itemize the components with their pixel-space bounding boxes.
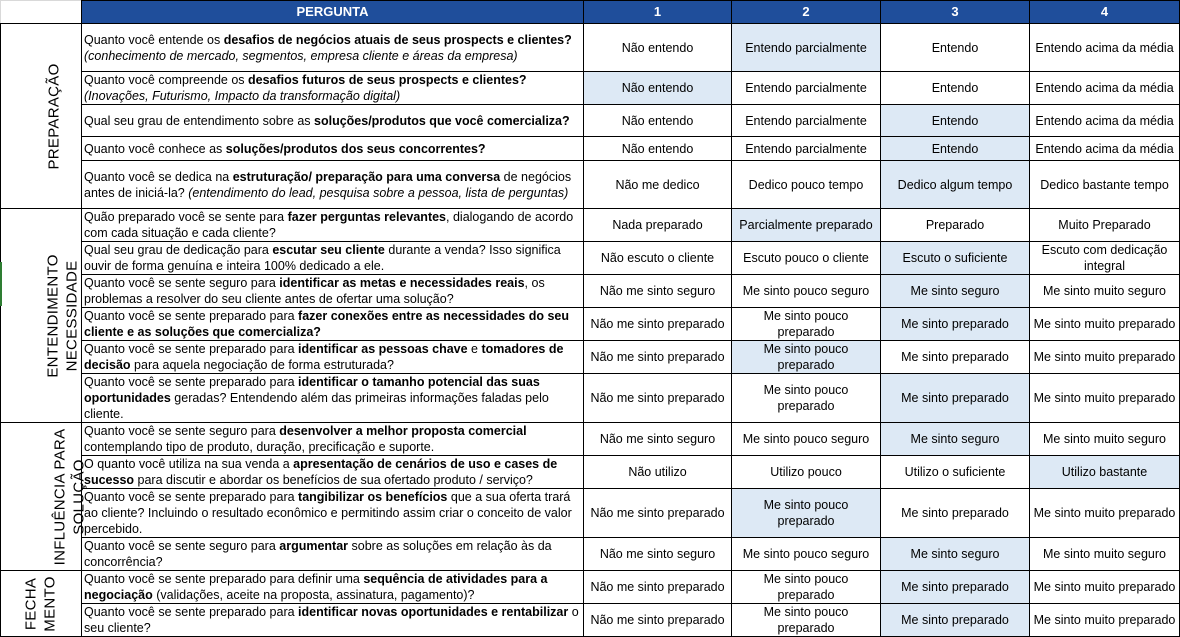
question-text: Quanto você conhece as — [84, 141, 226, 156]
header-pergunta: PERGUNTA — [82, 1, 584, 24]
question-text: para discutir e abordar os benefícios de sua ofertado produto / serviço? — [134, 473, 533, 487]
option-cell-2[interactable]: Me sinto pouco preparado — [732, 374, 881, 423]
option-cell-4[interactable]: Me sinto muito seguro — [1030, 423, 1180, 456]
question-cell — [82, 489, 584, 538]
table-row — [1, 423, 1180, 456]
question-text: Quanto você se dedica na — [84, 169, 233, 184]
option-cell-3[interactable]: Me sinto preparado — [881, 308, 1030, 341]
question-text: Quanto você se sente seguro para — [84, 539, 280, 553]
table-row — [1, 538, 1180, 571]
section-preparacao — [1, 24, 82, 209]
option-cell-3[interactable]: Escuto o suficiente — [881, 242, 1030, 275]
question-text: Quanto você se sente preparado para — [84, 605, 299, 619]
question-text: apresentação de cenários de uso e cases de sucesso — [84, 457, 558, 487]
question-text: Quanto você se sente seguro para — [84, 276, 280, 290]
question-text: Quanto você compreende os — [84, 73, 248, 87]
question-text: e — [467, 342, 482, 356]
option-cell-4[interactable]: Entendo acima da média — [1030, 72, 1180, 105]
table-row — [1, 242, 1180, 275]
option-cell-4[interactable]: Me sinto muito preparado — [1030, 374, 1180, 423]
question-text: Quanto você se sente preparado para — [84, 342, 299, 356]
question-text: estruturação/ preparação para uma conversa — [232, 169, 501, 184]
option-cell-2[interactable]: Parcialmente preparado — [732, 209, 881, 242]
question-text: de negócios antes de iniciá-la? — [84, 169, 572, 200]
option-cell-3[interactable]: Me sinto seguro — [881, 538, 1030, 571]
question-text: identificar as pessoas chave — [298, 342, 468, 356]
question-cell — [82, 209, 584, 242]
question-cell — [82, 242, 584, 275]
option-cell-1[interactable]: Não me sinto preparado — [584, 604, 732, 637]
option-cell-2[interactable]: Me sinto pouco preparado — [732, 489, 881, 538]
table-row — [1, 24, 1180, 72]
question-text: durante a venda? Isso significa ouvir de forma genuína e inteira 100% dedicado a ele. — [84, 243, 561, 273]
header-col-3: 3 — [881, 1, 1030, 24]
option-cell-2[interactable]: Dedico pouco tempo — [732, 161, 881, 209]
option-cell-1[interactable]: Não me sinto seguro — [584, 275, 732, 308]
table-row — [1, 72, 1180, 105]
option-cell-3[interactable]: Me sinto seguro — [881, 423, 1030, 456]
option-cell-2[interactable]: Entendo parcialmente — [732, 105, 881, 137]
option-cell-3[interactable]: Entendo — [881, 24, 1030, 72]
option-cell-1[interactable]: Não me sinto preparado — [584, 571, 732, 604]
option-cell-4[interactable]: Entendo acima da média — [1030, 24, 1180, 72]
option-cell-2[interactable]: Entendo parcialmente — [732, 137, 881, 161]
section-label — [50, 428, 88, 565]
question-text: Quanto você se sente preparado para — [84, 375, 299, 389]
section-label-line: ENTENDIMENTO — [44, 253, 62, 378]
option-cell-2[interactable]: Entendo parcialmente — [732, 24, 881, 72]
question-text: identificar novas oportunidades e rentabilizar — [298, 605, 569, 619]
option-cell-3[interactable]: Preparado — [881, 209, 1030, 242]
option-cell-3[interactable]: Me sinto seguro — [881, 275, 1030, 308]
question-cell — [82, 374, 584, 423]
cell-selection-marker — [0, 262, 2, 306]
question-text: identificar o tamanho potencial das suas oportunidades — [84, 375, 540, 405]
option-cell-2[interactable]: Me sinto pouco preparado — [732, 341, 881, 374]
section-fechamento — [1, 571, 82, 637]
option-cell-2[interactable]: Me sinto pouco preparado — [732, 308, 881, 341]
question-text: (validações, aceite na proposta, assinatura, pagamento)? — [152, 588, 475, 602]
option-cell-3[interactable]: Me sinto preparado — [881, 604, 1030, 637]
option-cell-1[interactable]: Não me sinto preparado — [584, 489, 732, 538]
section-label-line: NECESSIDADE — [63, 260, 81, 371]
question-text: Quanto você se sente preparado para definir uma — [84, 572, 364, 586]
header-row — [1, 1, 1180, 24]
question-text: Quanto você se sente seguro para — [84, 424, 280, 438]
option-cell-3[interactable]: Me sinto preparado — [881, 489, 1030, 538]
question-text: contemplando tipo de produto, duração, precificação e suporte. — [84, 440, 435, 454]
question-text: geradas? Entendendo além das primeiras informações faladas pelo cliente. — [84, 391, 549, 421]
question-text: para aquela negociação de forma estruturada? — [130, 358, 394, 372]
question-text: o seu cliente? — [84, 605, 579, 635]
table-row — [1, 341, 1180, 374]
section-label-line: FECHA — [23, 577, 40, 630]
option-cell-2[interactable]: Me sinto pouco preparado — [732, 604, 881, 637]
option-cell-4[interactable]: Dedico bastante tempo — [1030, 161, 1180, 209]
option-cell-4[interactable]: Me sinto muito preparado — [1030, 571, 1180, 604]
option-cell-4[interactable]: Me sinto muito preparado — [1030, 308, 1180, 341]
table-row — [1, 604, 1180, 637]
option-cell-2[interactable]: Me sinto pouco preparado — [732, 571, 881, 604]
question-text: que a sua oferta trará ao cliente? Incluindo o resultado econômico e permitindo assim criar o conceito de valor percebido. — [84, 490, 572, 536]
question-cell — [82, 538, 584, 571]
table-row — [1, 137, 1180, 161]
section-label-line: MENTO — [42, 575, 59, 632]
table-row — [1, 105, 1180, 137]
option-cell-1[interactable]: Não entendo — [584, 24, 732, 72]
question-text: Quanto você entende os — [84, 32, 224, 47]
question-text: (entendimento do lead, pesquisa sobre a pessoa, lista de perguntas) — [188, 185, 569, 200]
section-label — [45, 63, 64, 169]
option-cell-1[interactable]: Não me sinto preparado — [584, 308, 732, 341]
question-cell — [82, 604, 584, 637]
question-cell — [82, 137, 584, 161]
option-cell-3[interactable]: Entendo — [881, 137, 1030, 161]
table-row — [1, 374, 1180, 423]
option-cell-1[interactable]: Não entendo — [584, 137, 732, 161]
header-col-2: 2 — [732, 1, 881, 24]
option-cell-4[interactable]: Escuto com dedicação integral — [1030, 242, 1180, 275]
header-col-4: 4 — [1030, 1, 1180, 24]
option-cell-2[interactable]: Escuto pouco o cliente — [732, 242, 881, 275]
table-row — [1, 308, 1180, 341]
option-cell-3[interactable]: Me sinto preparado — [881, 374, 1030, 423]
option-cell-1[interactable]: Não entendo — [584, 72, 732, 105]
option-cell-3[interactable]: Me sinto preparado — [881, 571, 1030, 604]
table-row — [1, 571, 1180, 604]
header-col-1: 1 — [584, 1, 732, 24]
table-row — [1, 275, 1180, 308]
option-cell-4[interactable]: Entendo acima da média — [1030, 105, 1180, 137]
section-label — [44, 254, 82, 377]
option-cell-2[interactable]: Utilizo pouco — [732, 456, 881, 489]
option-cell-2[interactable]: Me sinto pouco seguro — [732, 423, 881, 456]
question-text: fazer perguntas relevantes — [287, 210, 447, 224]
question-text: Quanto você se sente preparado para — [84, 490, 299, 504]
question-cell — [82, 275, 584, 308]
option-cell-1[interactable]: Não me sinto preparado — [584, 374, 732, 423]
section-label-line: PREPARAÇÃO — [45, 62, 63, 170]
question-text: desafios de negócios atuais de seus prospects e clientes? — [223, 32, 572, 47]
question-text: O quanto você utiliza na sua venda a — [84, 457, 294, 471]
question-cell — [82, 24, 584, 72]
table-row — [1, 209, 1180, 242]
question-cell — [82, 105, 584, 137]
option-cell-3[interactable]: Entendo — [881, 105, 1030, 137]
section-label-line: SOLUÇÃO — [70, 458, 88, 535]
option-cell-1[interactable]: Não utilizo — [584, 456, 732, 489]
option-cell-4[interactable]: Me sinto muito preparado — [1030, 489, 1180, 538]
corner-cell — [1, 1, 82, 24]
question-text: , os problemas a resolver do seu cliente antes de ofertar uma solução? — [84, 276, 545, 306]
question-text: (conhecimento de mercado, segmentos, empresa cliente e áreas da empresa) — [84, 48, 518, 63]
option-cell-4[interactable]: Entendo acima da média — [1030, 137, 1180, 161]
option-cell-3[interactable]: Dedico algum tempo — [881, 161, 1030, 209]
table-row — [1, 456, 1180, 489]
question-cell — [82, 341, 584, 374]
option-cell-4[interactable]: Me sinto muito preparado — [1030, 341, 1180, 374]
option-cell-2[interactable]: Entendo parcialmente — [732, 72, 881, 105]
option-cell-4[interactable]: Muito Preparado — [1030, 209, 1180, 242]
question-cell — [82, 456, 584, 489]
section-influencia-solucao — [1, 423, 88, 571]
question-text: Qual seu grau de entendimento sobre as — [84, 113, 315, 128]
question-text: sobre as soluções em relação às da concorrência? — [84, 539, 552, 569]
question-cell — [82, 571, 584, 604]
option-cell-4[interactable]: Utilizo bastante — [1030, 456, 1180, 489]
question-text: escutar seu cliente — [272, 243, 385, 257]
option-cell-4[interactable]: Me sinto muito seguro — [1030, 275, 1180, 308]
option-cell-4[interactable]: Me sinto muito preparado — [1030, 604, 1180, 637]
question-text: desenvolver a melhor proposta comercial — [279, 424, 527, 438]
option-cell-3[interactable]: Entendo — [881, 72, 1030, 105]
option-cell-1[interactable]: Não escuto o cliente — [584, 242, 732, 275]
option-cell-1[interactable]: Não me dedico — [584, 161, 732, 209]
question-cell — [82, 72, 584, 105]
question-cell — [82, 161, 584, 209]
option-cell-1[interactable]: Não me sinto preparado — [584, 341, 732, 374]
question-text: Quão preparado você se sente para — [84, 210, 288, 224]
option-cell-1[interactable]: Não me sinto seguro — [584, 538, 732, 571]
question-text: Quanto você se sente preparado para — [84, 309, 299, 323]
option-cell-2[interactable]: Me sinto pouco seguro — [732, 275, 881, 308]
table-row — [1, 161, 1180, 209]
question-text: , dialogando de acordo com cada situação e cada cliente? — [84, 210, 574, 240]
question-text: fazer conexões entre as necessidades do seu cliente e as soluções que comercializa? — [84, 309, 570, 339]
option-cell-3[interactable]: Me sinto preparado — [881, 341, 1030, 374]
option-cell-4[interactable]: Me sinto muito seguro — [1030, 538, 1180, 571]
section-entendimento-necessidade — [1, 209, 82, 423]
section-label — [22, 576, 60, 631]
question-text: Qual seu grau de dedicação para — [84, 243, 273, 257]
question-text: tomadores de decisão — [84, 342, 564, 372]
option-cell-2[interactable]: Me sinto pouco seguro — [732, 538, 881, 571]
option-cell-3[interactable]: Utilizo o suficiente — [881, 456, 1030, 489]
option-cell-1[interactable]: Não entendo — [584, 105, 732, 137]
question-text: desafios futuros de seus prospects e clientes? — [248, 73, 527, 87]
question-cell — [82, 423, 584, 456]
question-text: tangibilizar os benefícios — [298, 490, 448, 504]
table-row — [1, 489, 1180, 538]
option-cell-1[interactable]: Nada preparado — [584, 209, 732, 242]
question-text: argumentar — [279, 539, 349, 553]
section-label-line: INFLUÊNCIA PARA — [51, 428, 69, 565]
question-text: identificar as metas e necessidades reais — [279, 276, 525, 290]
question-text: (Inovações, Futurismo, Impacto da transformação digital) — [84, 89, 401, 103]
question-text: soluções/produtos dos seus concorrentes? — [225, 141, 486, 156]
question-cell — [82, 308, 584, 341]
question-text: soluções/produtos que você comercializa? — [314, 113, 570, 128]
option-cell-1[interactable]: Não me sinto seguro — [584, 423, 732, 456]
question-text: sequência de atividades para a negociação — [84, 572, 548, 602]
